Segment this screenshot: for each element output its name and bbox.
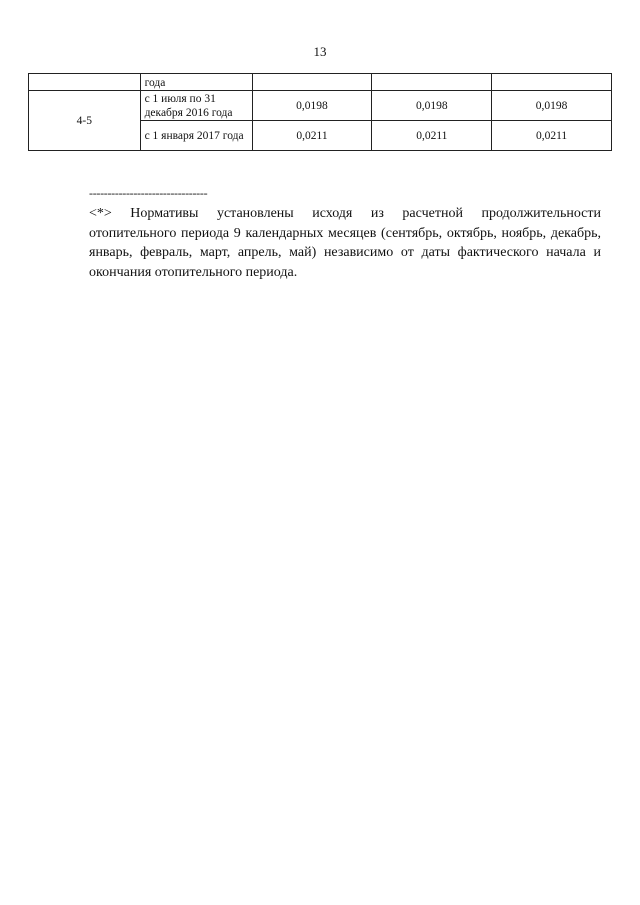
footnote-text: <*> Нормативы установлены исходя из расчетной продолжительности отопительного периода 9 календарных месяцев (сентябрь, октябрь, ноябрь, декабрь, январь, февраль, март, апрель, май) независимо от даты фактического начала и окончания отопительного периода. — [89, 206, 601, 280]
value-cell — [372, 74, 492, 91]
period-cell: с 1 января 2017 года — [140, 121, 252, 151]
value-cell: 0,0198 — [252, 91, 372, 121]
norms-table — [28, 73, 612, 151]
value-cell: 0,0211 — [492, 121, 612, 151]
table-row — [29, 74, 612, 91]
period-cell: с 1 июля по 31 декабря 2016 года — [140, 91, 252, 121]
page-number: 13 — [313, 44, 327, 59]
value-cell — [252, 74, 372, 91]
period-cell: года — [140, 74, 252, 91]
footnote-separator: -------------------------------- — [89, 186, 208, 200]
value-cell: 0,0198 — [492, 91, 612, 121]
value-cell: 0,0198 — [372, 91, 492, 121]
value-cell: 0,0211 — [252, 121, 372, 151]
number-cell — [29, 74, 141, 91]
value-cell: 0,0211 — [372, 121, 492, 151]
number-cell: 4-5 — [29, 91, 141, 151]
table-row — [29, 91, 612, 121]
value-cell — [492, 74, 612, 91]
